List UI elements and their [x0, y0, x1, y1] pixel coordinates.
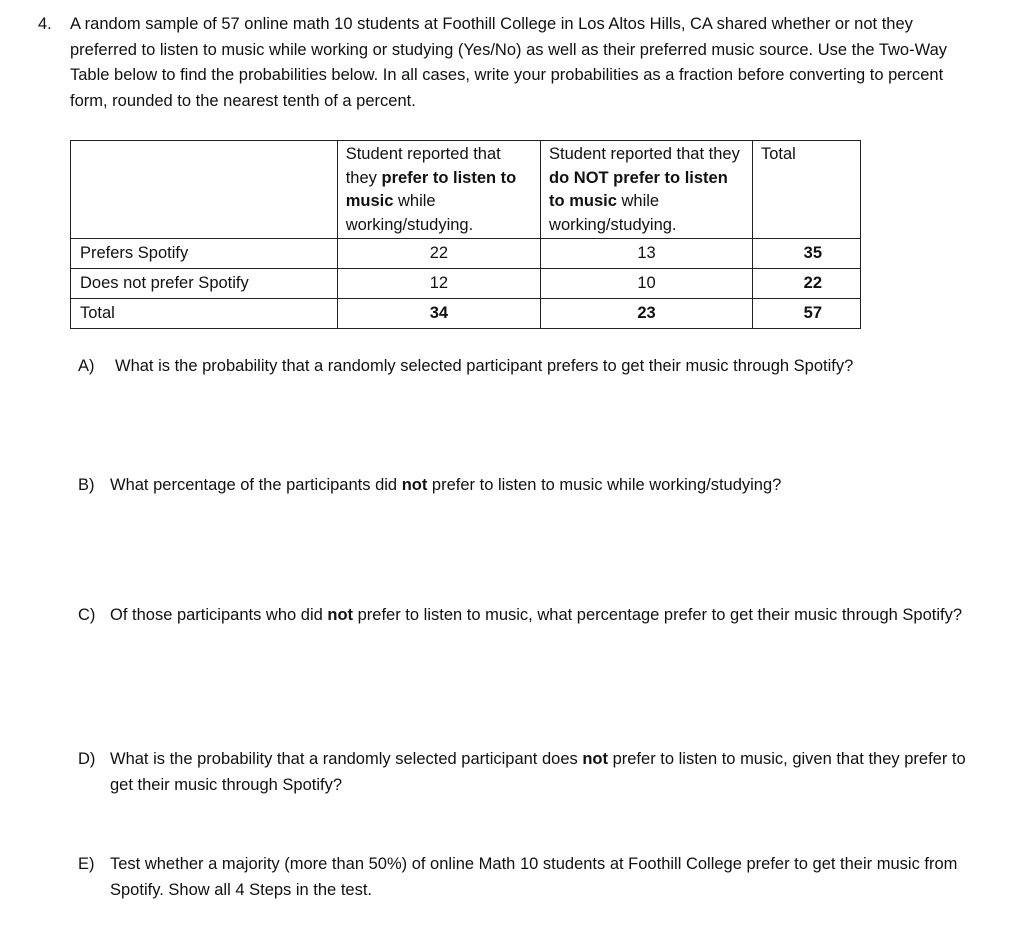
- question-text-pre: Of those participants who did: [110, 606, 328, 624]
- question-text-bold: not: [327, 606, 354, 624]
- question-text-pre: What percentage of the participants did: [110, 476, 402, 494]
- question-text: [110, 747, 980, 798]
- header-prefer-music-bold: prefer to listen to music: [345, 168, 517, 210]
- cell-column-total: 34: [337, 299, 540, 329]
- question-letter: C): [78, 606, 96, 624]
- two-way-table: [70, 140, 861, 329]
- header-total: Total: [753, 141, 861, 239]
- question-text-pre: What is the probability that a randomly selected participant does: [110, 750, 583, 768]
- cell-value: 12: [337, 269, 540, 299]
- question-text-post: prefer to listen to music, given that they prefer to get their music through Spotify?: [110, 750, 966, 794]
- question-letter: D): [78, 750, 96, 768]
- question-text-post: prefer to listen to music, what percentage prefer to get their music through Spotify?: [353, 606, 963, 624]
- row-label: Prefers Spotify: [71, 239, 338, 269]
- cell-total: 35: [753, 239, 861, 269]
- question-text-bold: not: [582, 750, 608, 768]
- header-prefer-music: [337, 141, 540, 239]
- cell-value: 13: [541, 239, 753, 269]
- table-header-row: [71, 141, 861, 239]
- question-text-bold: not: [401, 476, 428, 494]
- header-not-prefer-music-text1: Student reported that they: [549, 145, 740, 163]
- question-letter: A): [78, 357, 95, 375]
- header-prefer-music-text2: while working/studying.: [345, 192, 474, 234]
- cell-grand-total: 57: [753, 299, 861, 329]
- question-text: Test whether a majority (more than 50%) of online Math 10 students at Foothill College prefer to get their music from Spotify. Show all 4 Steps in the test.: [110, 855, 958, 899]
- problem-text: A random sample of 57 online math 10 students at Foothill College in Los Altos Hills, CA shared whether or not they preferred to listen to music while working or studying (Yes/No) as well as their preferred music source. Use the Two-Way Table below to find the probabilities below. In all cases, write your probabilities as a fraction before converting to percent form, rounded to the nearest tenth of a percent.: [70, 15, 947, 110]
- problem-number: 4.: [38, 15, 52, 33]
- row-label: Does not prefer Spotify: [71, 269, 338, 299]
- question-text: [110, 603, 980, 629]
- header-prefer-music-text1: Student reported that they: [345, 145, 501, 187]
- cell-column-total: 23: [541, 299, 753, 329]
- question-text: [110, 473, 980, 499]
- table-row: [71, 239, 861, 269]
- cell-total: 22: [753, 269, 861, 299]
- table-row: [71, 269, 861, 299]
- header-not-prefer-music-bold: do NOT prefer to listen to music: [549, 168, 728, 210]
- cell-value: 22: [337, 239, 540, 269]
- question-text-post: prefer to listen to music while working/studying?: [427, 476, 782, 494]
- header-not-prefer-music-text2: while working/studying.: [549, 192, 677, 234]
- table-total-row: [71, 299, 861, 329]
- question-letter: E): [78, 855, 95, 873]
- question-text: What is the probability that a randomly selected participant prefers to get their music through Spotify?: [115, 357, 854, 375]
- cell-value: 10: [541, 269, 753, 299]
- row-label: Total: [71, 299, 338, 329]
- header-empty-cell: [71, 141, 338, 239]
- question-letter: B): [78, 476, 95, 494]
- header-not-prefer-music: [541, 141, 753, 239]
